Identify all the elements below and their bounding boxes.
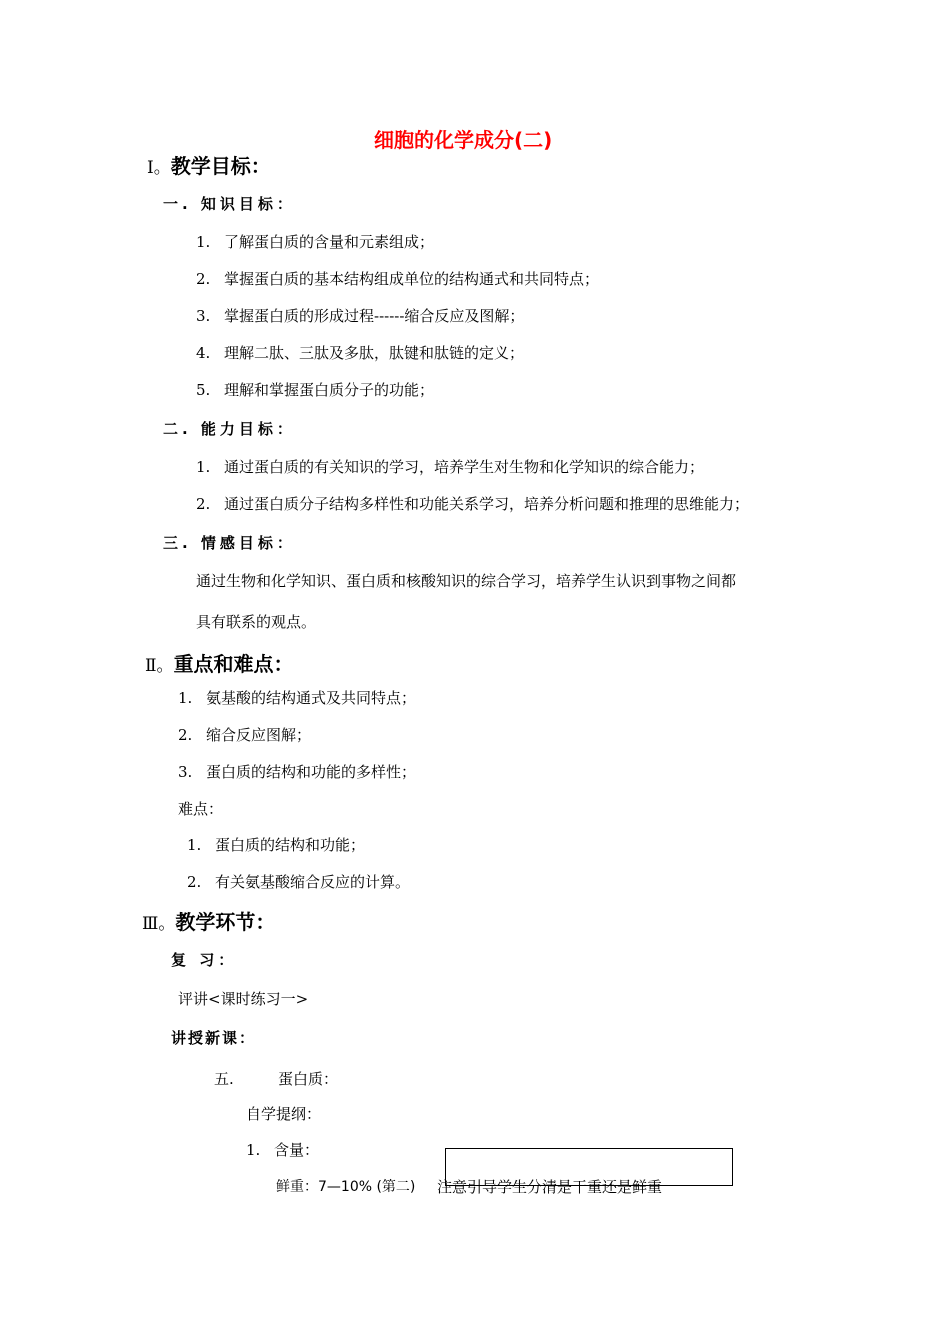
outline-item: 1. 含量：: [246, 1141, 320, 1159]
section-1-heading: [147, 150, 271, 179]
section-1-number: Ⅰ。: [147, 158, 171, 178]
ability-item: 1. 通过蛋白质的有关知识的学习，培养学生对生物和化学知识的综合能力；: [196, 458, 705, 476]
section-3-number: Ⅲ。: [142, 914, 176, 934]
key-point-item: 3. 蛋白质的结构和功能的多样性；: [178, 763, 417, 781]
key-point-item: 1. 氨基酸的结构通式及共同特点；: [178, 689, 417, 707]
key-point-item: 2. 缩合反应图解；: [178, 726, 312, 744]
knowledge-item: 3. 掌握蛋白质的形成过程------缩合反应及图解；: [196, 307, 525, 325]
emotion-text-line: 具有联系的观点。: [196, 613, 317, 631]
new-lesson-heading: 讲授新课：: [171, 1029, 257, 1047]
part-number: 五.: [214, 1070, 234, 1088]
difficult-points-label: 难点：: [178, 800, 224, 818]
knowledge-item: 5. 理解和掌握蛋白质分子的功能；: [196, 381, 435, 399]
document-title: 细胞的化学成分(二): [374, 128, 553, 152]
difficult-point-item: 2. 有关氨基酸缩合反应的计算。: [187, 873, 411, 891]
review-text: 评讲<课时练习一>: [178, 990, 309, 1008]
section-1-title: 教学目标：: [170, 154, 271, 178]
knowledge-item: 4. 理解二肽、三肽及多肽，肽键和肽链的定义；: [196, 344, 525, 362]
knowledge-goal-heading: 一. 知识目标：: [163, 195, 296, 213]
section-3-heading: [142, 906, 275, 935]
knowledge-item: 2. 掌握蛋白质的基本结构组成单位的结构通式和共同特点；: [196, 270, 600, 288]
review-heading: 复 习：: [171, 951, 238, 969]
knowledge-item: 1. 了解蛋白质的含量和元素组成；: [196, 233, 435, 251]
note-text: 注意引导学生分清是干重还是鲜重: [437, 1178, 663, 1196]
difficult-point-item: 1. 蛋白质的结构和功能；: [187, 836, 366, 854]
outline-label: 自学提纲：: [246, 1105, 322, 1123]
section-3-title: 教学环节：: [175, 910, 276, 934]
ability-item: 2. 通过蛋白质分子结构多样性和功能关系学习，培养分析问题和推理的思维能力；: [196, 495, 750, 513]
ability-goal-heading: 二. 能力目标：: [163, 420, 296, 438]
fresh-weight-line: 鲜重：7—10% (第二): [276, 1179, 416, 1195]
section-2-number: Ⅱ。: [145, 656, 174, 676]
section-2-heading: [145, 648, 294, 677]
section-2-title: 重点和难点：: [173, 652, 294, 676]
part-title: 蛋白质：: [278, 1070, 339, 1088]
emotion-goal-heading: 三. 情感目标：: [163, 534, 296, 552]
emotion-text-line: 通过生物和化学知识、蛋白质和核酸知识的综合学习，培养学生认识到事物之间都: [196, 572, 737, 590]
